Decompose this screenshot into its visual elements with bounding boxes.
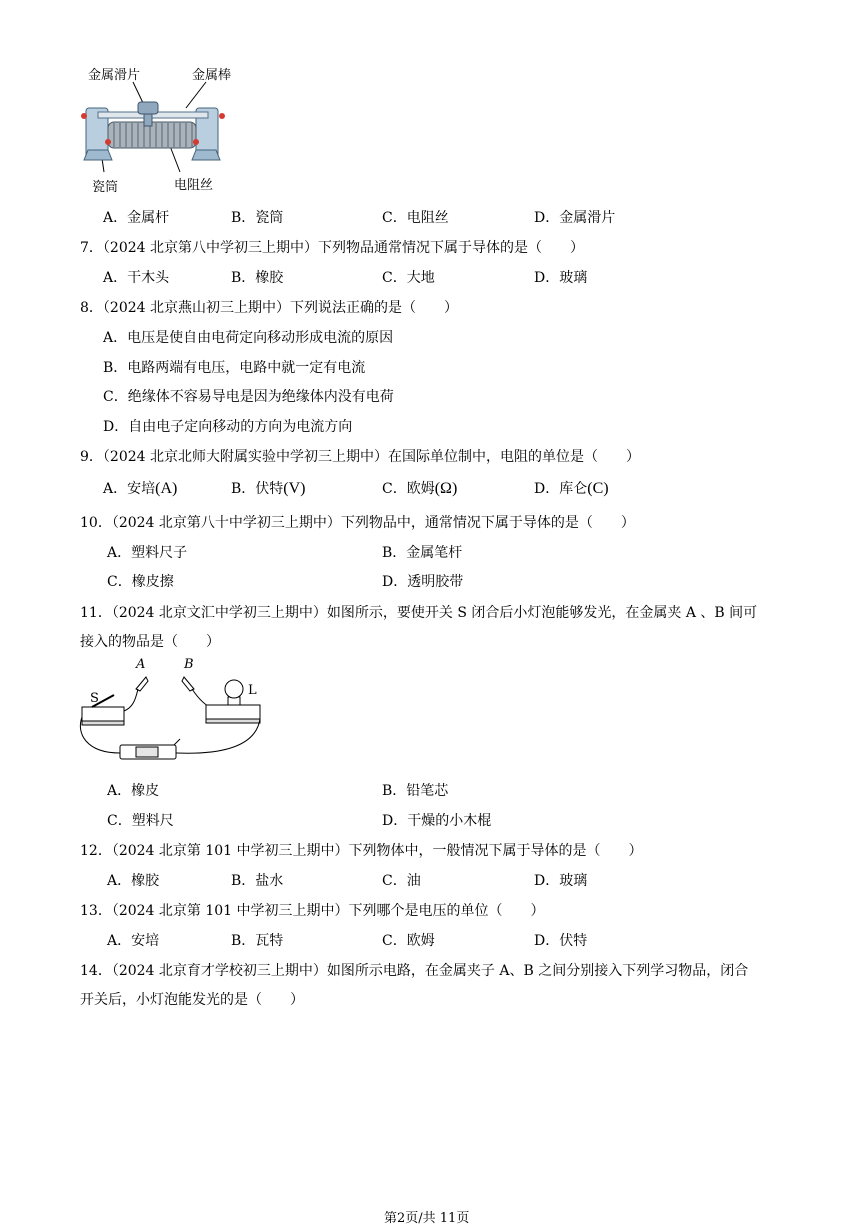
rheostat-label-slider: 金属滑片	[88, 68, 141, 83]
q9-option-b-unit: (V)	[283, 480, 306, 497]
q6-option-a: A．金属杆	[103, 210, 170, 226]
q12-option-a: A．橡胶	[107, 873, 160, 889]
q10-option-b: B．金属笔杆	[382, 545, 463, 561]
page-number: 第2页/共 11页	[384, 1211, 470, 1226]
q11-option-b: B．铅笔芯	[382, 783, 449, 799]
q13-option-c: C．欧姆	[382, 933, 435, 949]
q10-option-a: A．塑料尺子	[107, 545, 188, 561]
q9-option-a	[103, 478, 177, 498]
circuit-label-l: L	[248, 683, 257, 698]
q7-option-a: A．干木头	[103, 270, 170, 286]
q9-option-b	[231, 478, 306, 498]
q9-option-c-unit: (Ω)	[434, 480, 458, 497]
rheostat-label-rod: 金属棒	[192, 68, 232, 83]
q13-option-a: A．安培	[107, 933, 160, 949]
q13-option-d: D．伏特	[534, 933, 588, 949]
q14-stem-line1: 14．（2024 北京育才学校初三上期中）如图所示电路，在金属夹子 A、B 之间分别接入下列学习物品，闭合	[80, 963, 749, 979]
q6-option-c: C．电阻丝	[382, 210, 449, 226]
q14-stem-line2: 开关后，小灯泡能发光的是（ ）	[80, 992, 304, 1008]
q6-option-b: B．瓷筒	[231, 210, 284, 226]
q8-option-a: A．电压是使自由电荷定向移动形成电流的原因	[103, 330, 394, 346]
circuit-label-b: B	[184, 657, 194, 672]
q9-option-c-text: C．欧姆	[382, 481, 435, 497]
q12-option-b: B．盐水	[231, 873, 284, 889]
q10-option-c: C．橡皮擦	[107, 574, 174, 590]
q9-option-c	[382, 478, 457, 498]
q11-option-c: C．塑料尺	[107, 813, 174, 829]
q11-stem-line2: 接入的物品是（ ）	[80, 634, 220, 650]
q9-option-a-text: A．安培	[103, 481, 156, 497]
q8-option-d: D．自由电子定向移动的方向为电流方向	[103, 419, 353, 435]
q13-option-b: B．瓦特	[231, 933, 284, 949]
q7-option-d: D．玻璃	[534, 270, 588, 286]
circuit-figure	[76, 655, 276, 770]
q9-option-d	[534, 478, 609, 498]
q8-stem: 8．（2024 北京燕山初三上期中）下列说法正确的是（ ）	[80, 300, 458, 316]
q12-stem: 12．（2024 北京第 101 中学初三上期中）下列物体中，一般情况下属于导体的是（ ）	[80, 843, 643, 859]
q9-option-d-text: D．库仑	[534, 481, 588, 497]
q8-option-b: B．电路两端有电压，电路中就一定有电流	[103, 360, 366, 376]
q9-option-b-text: B．伏特	[231, 481, 284, 497]
q10-stem: 10．（2024 北京第八十中学初三上期中）下列物品中，通常情况下属于导体的是（ ）	[80, 515, 635, 531]
q6-option-d: D．金属滑片	[534, 210, 616, 226]
q9-option-d-unit: (C)	[587, 480, 609, 497]
q7-stem: 7．（2024 北京第八中学初三上期中）下列物品通常情况下属于导体的是（ ）	[80, 240, 584, 256]
rheostat-label-wire: 电阻丝	[174, 178, 214, 193]
q11-option-a: A．橡皮	[107, 783, 160, 799]
circuit-drawing	[76, 655, 276, 770]
q9-option-a-unit: (A)	[155, 480, 178, 497]
circuit-label-a: A	[136, 657, 146, 672]
q11-option-d: D．干燥的小木棍	[382, 813, 492, 829]
q8-option-c: C．绝缘体不容易导电是因为绝缘体内没有电荷	[103, 389, 394, 405]
rheostat-label-tube: 瓷筒	[92, 180, 119, 195]
q10-option-d: D．透明胶带	[382, 574, 464, 590]
q13-stem: 13．（2024 北京第 101 中学初三上期中）下列哪个是电压的单位（ ）	[80, 903, 545, 919]
rheostat-figure	[78, 60, 248, 195]
q12-option-d: D．玻璃	[534, 873, 588, 889]
q7-option-b: B．橡胶	[231, 270, 284, 286]
q7-option-c: C．大地	[382, 270, 435, 286]
q11-stem-line1: 11．（2024 北京文汇中学初三上期中）如图所示，要使开关 S 闭合后小灯泡能够发光，在金属夹 A 、B 间可	[80, 605, 758, 621]
q9-stem: 9．（2024 北京北师大附属实验中学初三上期中）在国际单位制中，电阻的单位是（ ）	[80, 449, 640, 465]
q12-option-c: C．油	[382, 873, 421, 889]
circuit-label-s: S	[90, 691, 99, 706]
